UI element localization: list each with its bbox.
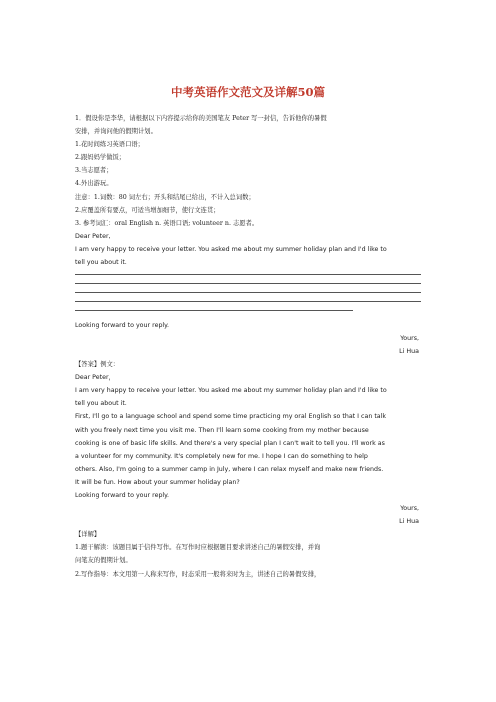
detail-label: 【详解】 bbox=[75, 531, 101, 539]
sample-essay-line: First, I'll go to a language school and spend some time practicing my oral English so that I can talk bbox=[75, 413, 387, 421]
question-prompt: 安排，并询问他的假期计划。 bbox=[75, 128, 157, 136]
sample-signoff: Yours, bbox=[400, 505, 419, 513]
prompt-point: 4.外出游玩。 bbox=[75, 180, 113, 188]
sample-essay-line: a volunteer for my community. It's completely new for me. I hope I can do something to help bbox=[75, 452, 368, 460]
letter-closing: Looking forward to your reply. bbox=[75, 321, 170, 329]
sample-essay-line: Looking forward to your reply. bbox=[75, 491, 170, 499]
sample-essay-line: I am very happy to receive your letter. You asked me about my summer holiday plan and I'd like to bbox=[75, 387, 387, 395]
writing-note: 2.应覆盖所有要点，可适当增加细节，使行文连贯； bbox=[75, 206, 220, 214]
sample-essay-line: others. Also, I'm going to a summer camp in July, where I can relax myself and make new friends. bbox=[75, 465, 384, 473]
sample-essay-line: It will be fun. How about your summer holiday plan? bbox=[75, 478, 240, 486]
document-body bbox=[75, 112, 421, 581]
sample-signature: Li Hua bbox=[399, 518, 419, 526]
answer-blank-line[interactable] bbox=[75, 301, 421, 302]
letter-opening: tell you about it. bbox=[75, 259, 127, 267]
answer-blank-line[interactable] bbox=[75, 283, 421, 284]
answer-blank-line[interactable] bbox=[75, 310, 353, 311]
letter-signature: Li Hua bbox=[399, 347, 419, 355]
sample-essay-line: Dear Peter， bbox=[75, 374, 115, 382]
sample-essay-line: cooking is one of basic life skills. And there's a very special plan I can't wait to tell you. I'll work as bbox=[75, 439, 385, 447]
document-title: 中考英语作文范文及详解50篇 bbox=[170, 85, 325, 99]
question-prompt: 1．假设你是李华，请根据以下内容提示给你的美国笔友 Peter 写一封信，告诉他你的暑假 bbox=[75, 115, 327, 122]
detail-line: 1.题干解读：该题目属于信件写作。在写作时应根据题目要求讲述自己的暑假安排，并询 bbox=[75, 544, 321, 552]
answer-blank-line[interactable] bbox=[75, 274, 421, 275]
answer-label: 【答案】例文： bbox=[75, 361, 120, 369]
letter-salutation: Dear Peter, bbox=[75, 232, 111, 240]
writing-note: 3. 参考词汇：oral English n. 英语口语; volunteer n. 志愿者。 bbox=[75, 219, 259, 227]
answer-blank-line[interactable] bbox=[75, 292, 421, 293]
letter-opening: I am very happy to receive your letter. You asked me about my summer holiday plan and I'd like to bbox=[75, 245, 387, 253]
prompt-point: 1.花时间练习英语口语； bbox=[75, 141, 144, 149]
detail-line: 问笔友的假期计划。 bbox=[75, 557, 132, 565]
prompt-point: 3.当志愿者； bbox=[75, 167, 113, 175]
letter-signoff: Yours, bbox=[400, 334, 419, 342]
writing-note: 注意：1.词数：80 词左右；开头和结尾已给出，不计入总词数； bbox=[75, 193, 255, 201]
sample-essay-line: with you freely next time you visit me. Then I'll learn some cooking from my mother because bbox=[75, 426, 369, 434]
detail-line: 2.写作指导：本文用第一人称来写作，时态采用一般将来时为主，讲述自己的暑假安排， bbox=[75, 570, 321, 578]
sample-essay-line: tell you about it. bbox=[75, 400, 127, 408]
prompt-point: 2.跟妈妈学做饭； bbox=[75, 154, 126, 162]
